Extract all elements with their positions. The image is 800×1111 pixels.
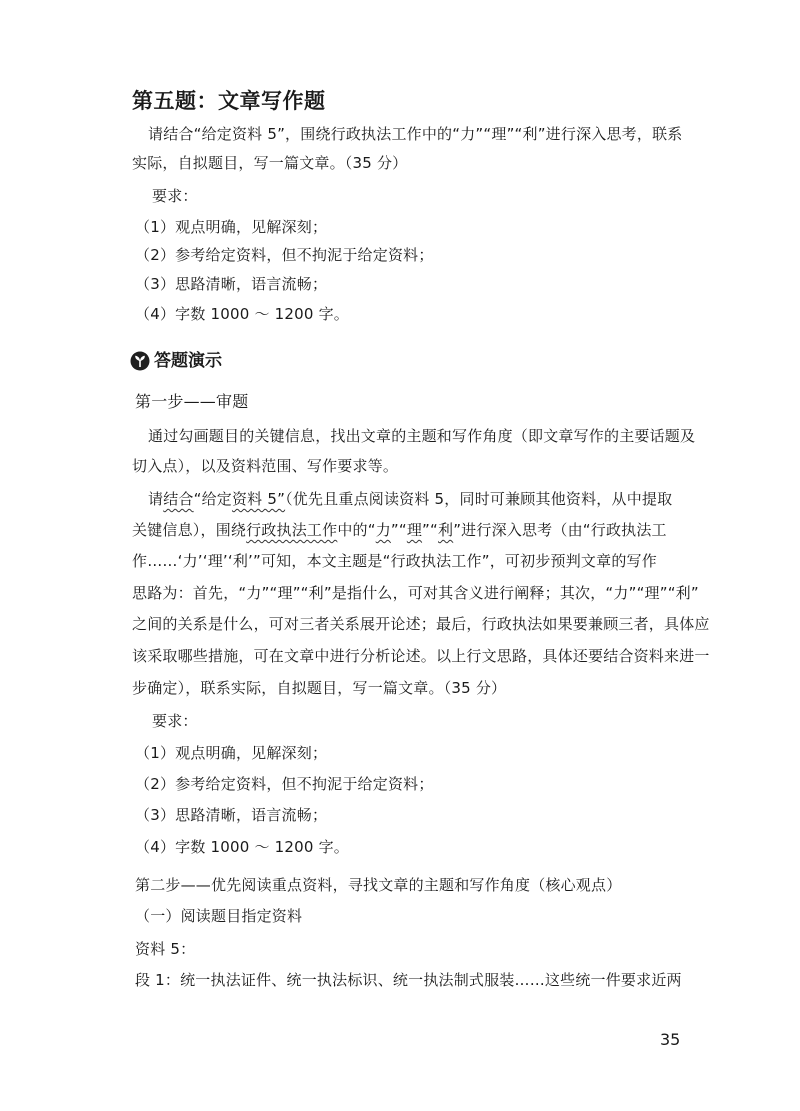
answer-section-header — [130, 348, 222, 374]
question-requirement-4: （4）字数 1000 ～ 1200 字。 — [135, 305, 349, 323]
question-requirement-1: （1）观点明确，见解深刻； — [135, 218, 328, 236]
marked-keyword: 利 — [438, 521, 454, 539]
step1-para1-line2: 切入点），以及资料范围、写作要求等。 — [132, 457, 399, 475]
answer-requirement-4: （4）字数 1000 ～ 1200 字。 — [135, 838, 349, 856]
answer-requirement-2: （2）参考给定资料，但不拘泥于给定资料； — [135, 775, 434, 793]
question-requirement-2: （2）参考给定资料，但不拘泥于给定资料； — [135, 246, 434, 264]
step2-subheading-1: （一）阅读题目指定资料 — [135, 907, 303, 925]
answer-requirement-3: （3）思路清晰，语言流畅； — [135, 806, 328, 824]
question-prompt-line-1: 请结合“给定资料 5”，围绕行政执法工作中的“力”“理”“利”进行深入思考，联系 — [148, 125, 683, 143]
question-requirements-label: 要求： — [152, 187, 198, 205]
seedling-badge-icon — [130, 351, 150, 371]
text-span: 关键信息），围绕 — [132, 521, 247, 539]
step1-para2-line1 — [148, 489, 672, 509]
step1-para2-line4: 思路为：首先，“力”“理”“利”是指什么，可对其含义进行阐释；其次，“力”“理”“利” — [132, 584, 699, 602]
step1-para2-line2 — [132, 520, 667, 540]
marked-keyword: 行政执法工作 — [246, 521, 338, 539]
marked-keyword: 资料 5” — [231, 490, 286, 508]
step1-para2-line5: 之间的关系是什么，可对三者关系展开论述；最后，行政执法如果要兼顾三者，具体应 — [132, 615, 710, 633]
step2-title: 第二步——优先阅读重点资料，寻找文章的主题和写作角度（核心观点） — [135, 876, 622, 894]
question-prompt-line-2: 实际，自拟题目，写一篇文章。（35 分） — [132, 154, 408, 172]
material-paragraph-1: 段 1：统一执法证件、统一执法标识、统一执法制式服装……这些统一件要求近两 — [135, 971, 682, 989]
marked-keyword: 力 — [375, 521, 391, 539]
text-span: 请 — [148, 490, 164, 508]
text-span: ”“ — [390, 521, 407, 539]
answer-section-title: 答题演示 — [154, 351, 222, 371]
answer-requirements-label: 要求： — [152, 712, 198, 730]
step1-title: 第一步——审题 — [135, 392, 249, 411]
material-label: 资料 5： — [135, 940, 196, 958]
step1-para2-line7: 步确定），联系实际，自拟题目，写一篇文章。（35 分） — [132, 679, 507, 697]
text-span: （优先且重点阅读资料 5，同时可兼顾其他资料，从中提取 — [285, 490, 673, 508]
text-span: ”“ — [422, 521, 438, 539]
marked-keyword: 理 — [406, 521, 423, 539]
answer-requirement-1: （1）观点明确，见解深刻； — [135, 744, 328, 762]
page-number: 35 — [660, 1030, 681, 1049]
question-requirement-3: （3）思路清晰，语言流畅； — [135, 275, 328, 293]
step1-para2-line6: 该采取哪些措施，可在文章中进行分析论述。以上行文思路，具体还要结合资料来进一 — [132, 647, 710, 665]
text-span: ”进行深入思考（由“行政执法工 — [453, 521, 667, 539]
text-span: “给定 — [193, 490, 232, 508]
step1-para1-line1: 通过勾画题目的关键信息，找出文章的主题和写作角度（即文章写作的主要话题及 — [148, 427, 696, 445]
text-span: 中的“ — [337, 521, 376, 539]
marked-keyword: 结合 — [163, 490, 194, 508]
step1-para2-line3: 作……‘力’‘理’‘利’”可知，本文主题是“行政执法工作”，可初步预判文章的写作 — [132, 552, 657, 570]
question-title: 第五题：文章写作题 — [132, 89, 326, 113]
